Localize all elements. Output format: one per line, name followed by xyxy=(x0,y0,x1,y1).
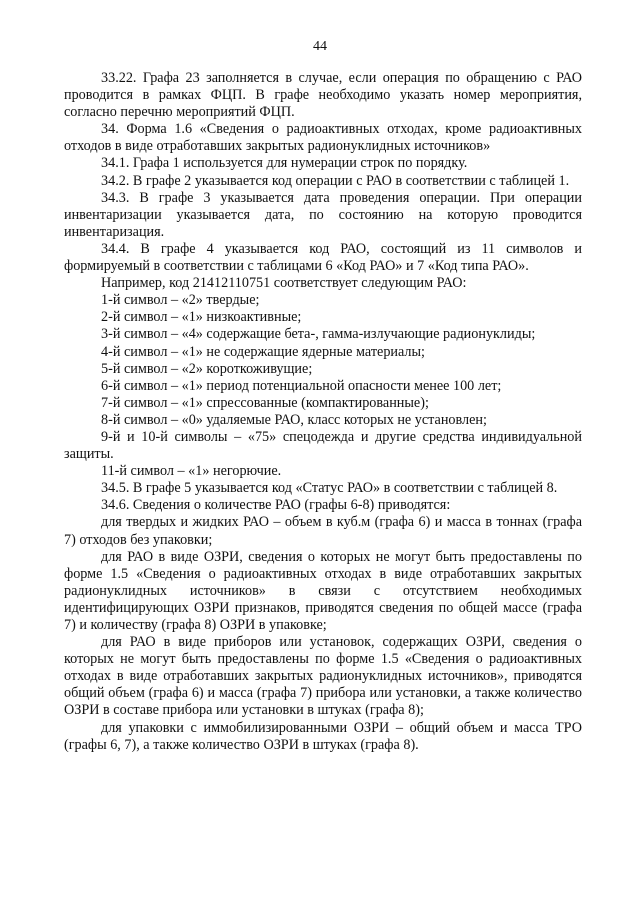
paragraph-devices-rao: для РАО в виде приборов или установок, содержащих ОЗРИ, сведения о которых не могут быть предоставлены по форме 1.5 «Сведения о радиоактивных отходах в виде отработавших закрытых радионуклидных источников», приводятся общий объем (графа 6) и масса (графа 7) прибора или установки, а также количество ОЗРИ в составе прибора или установки в штуках (графа 8); xyxy=(64,634,582,719)
list-item-symbol-5: 5-й символ – «2» короткоживущие; xyxy=(101,360,313,377)
list-item-symbol-9-10: 9-й и 10-й символы – «75» спецодежда и другие средства индивидуальной защиты. xyxy=(64,428,582,463)
list-item-symbol-8: 8-й символ – «0» удаляемые РАО, класс которых не установлен; xyxy=(101,411,487,428)
paragraph-34-2: 34.2. В графе 2 указывается код операции с РАО в соответствии с таблицей 1. xyxy=(101,172,570,189)
list-item-symbol-11: 11-й символ – «1» негорючие. xyxy=(101,463,282,480)
paragraph-34-form-1-6: 34. Форма 1.6 «Сведения о радиоактивных отходах, кроме радиоактивных отходов в виде отработавших закрытых радионуклидных источников» xyxy=(64,121,582,155)
paragraph-34-4: 34.4. В графе 4 указывается код РАО, состоящий из 11 символов и формируемый в соответствии с таблицами 6 «Код РАО» и 7 «Код типа РАО». xyxy=(64,240,582,275)
paragraph-34-1: 34.1. Графа 1 используется для нумерации строк по порядку. xyxy=(101,155,468,172)
list-item-symbol-2: 2-й символ – «1» низкоактивные; xyxy=(101,309,302,326)
list-item-symbol-7: 7-й символ – «1» спрессованные (компактированные); xyxy=(101,394,429,411)
paragraph-34-3: 34.3. В графе 3 указывается дата проведения операции. При операции инвентаризации указывается дата, по состоянию на которую проводится инвентаризация. xyxy=(64,189,582,240)
paragraph-ozri-rao: для РАО в виде ОЗРИ, сведения о которых не могут быть предоставлены по форме 1.5 «Сведения о радиоактивных отходах в виде отработавших закрытых радионуклидных источников» в связи с отсутствием необходимых идентифицирующих ОЗРИ признаков, приводятся сведения по общей массе (графа 7) и количеству (графа 8) ОЗРИ в упаковке; xyxy=(64,548,582,633)
list-item-symbol-4: 4-й символ – «1» не содержащие ядерные материалы; xyxy=(101,343,425,360)
paragraph-example-code: Например, код 21412110751 соответствует следующим РАО: xyxy=(101,275,467,292)
list-item-symbol-6: 6-й символ – «1» период потенциальной опасности менее 100 лет; xyxy=(101,377,502,394)
paragraph-34-5: 34.5. В графе 5 указывается код «Статус РАО» в соответствии с таблицей 8. xyxy=(101,480,558,497)
list-item-symbol-3: 3-й символ – «4» содержащие бета-, гамма-излучающие радионуклиды; xyxy=(101,326,536,343)
paragraph-34-6: 34.6. Сведения о количестве РАО (графы 6-8) приводятся: xyxy=(101,497,451,514)
list-item-symbol-1: 1-й символ – «2» твердые; xyxy=(101,292,260,309)
paragraph-solid-liquid-rao: для твердых и жидких РАО – объем в куб.м (графа 6) и масса в тоннах (графа 7) отходов без упаковки; xyxy=(64,514,582,548)
paragraph-immobilized-ozri: для упаковки с иммобилизированными ОЗРИ – общий объем и масса ТРО (графы 6, 7), а также количество ОЗРИ в штуках (графа 8). xyxy=(64,719,582,753)
document-body xyxy=(64,70,582,754)
paragraph-33-22: 33.22. Графа 23 заполняется в случае, если операция по обращению с РАО проводится в рамках ФЦП. В графе необходимо указать номер мероприятия, согласно перечню мероприятий ФЦП. xyxy=(64,70,582,121)
page-number: 44 xyxy=(313,39,327,54)
